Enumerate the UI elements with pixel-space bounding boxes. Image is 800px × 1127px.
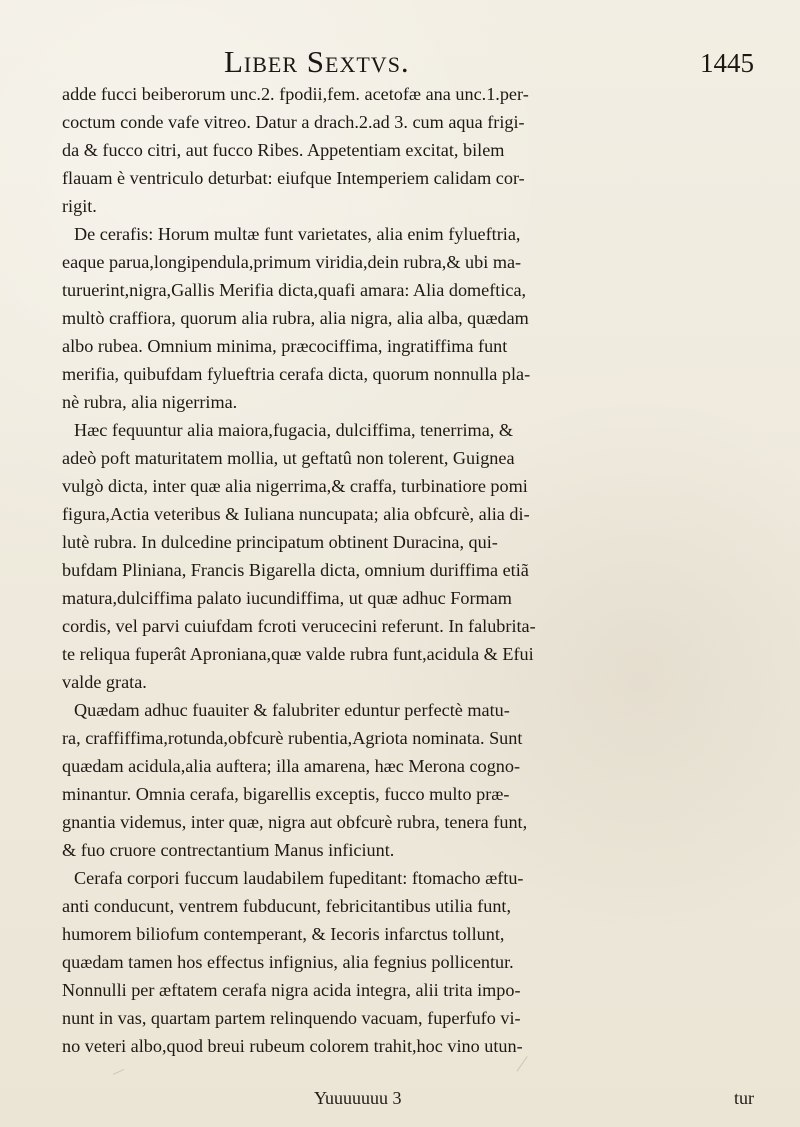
signature-mark: Yuuuuuuu 3 (314, 1088, 402, 1108)
text-line: anti conducunt, ventrem fubducunt, febricitantibus utilia funt, (62, 896, 512, 916)
text-line: te reliqua fuperât Aproniana,quæ valde rubra funt,acidula & Efui (62, 644, 534, 664)
paragraph-start-line: Cerafa corpori fuccum laudabilem fupeditant: ftomacho æftu- (74, 868, 524, 888)
text-line: gnantia videmus, inter quæ, nigra aut obfcurè rubra, tenera funt, (62, 812, 528, 832)
text-line: coctum conde vafe vitreo. Datur a drach.2.ad 3. cum aqua frigi- (62, 112, 525, 132)
text-line: matura,dulciffima palato iucundiffima, ut quæ adhuc Formam (62, 588, 512, 608)
text-line: vulgò dicta, inter quæ alia nigerrima,& craffa, turbinatiore pomi (62, 476, 528, 496)
text-line: cordis, vel parvi cuiufdam fcroti verucecini referunt. In falubrita- (62, 616, 536, 636)
text-line: ra, craffiffima,rotunda,obfcurè rubentia,Agriota nominata. Sunt (62, 728, 523, 748)
text-line: flauam è ventriculo deturbat: eiufque Intemperiem calidam cor- (62, 168, 525, 188)
paragraph-start-line: De cerafis: Horum multæ funt varietates, alia enim fylueftria, (74, 224, 521, 244)
text-line: lutè rubra. In dulcedine principatum obtinent Duracina, qui- (62, 532, 498, 552)
running-head: Liber Sextvs. (224, 44, 410, 79)
text-line: nè rubra, alia nigerrima. (62, 392, 238, 412)
text-line: adeò poft maturitatem mollia, ut geftatû non tolerent, Guignea (62, 448, 515, 468)
text-line: humorem biliofum contemperant, & Iecoris infarctus tollunt, (62, 924, 505, 944)
page-footer-row (62, 1084, 762, 1112)
main-text-block (62, 80, 762, 1108)
page-number: 1445 (700, 48, 754, 78)
text-line: rigit. (62, 196, 97, 216)
paragraph-start-line: Quædam adhuc fuauiter & falubriter eduntur perfectè matu- (74, 700, 510, 720)
text-line: adde fucci beiberorum unc.2. fpodii,fem. acetofæ ana unc.1.per- (62, 84, 529, 104)
text-line: figura,Actia veteribus & Iuliana nuncupata; alia obfcurè, alia di- (62, 504, 530, 524)
text-line: multò craffiora, quorum alia rubra, alia nigra, alia alba, quædam (62, 308, 529, 328)
text-line: Nonnulli per æftatem cerafa nigra acida integra, alii trita impo- (62, 980, 521, 1000)
text-line: valde grata. (62, 672, 147, 692)
text-line: nunt in vas, quartam partem relinquendo vacuam, fuperfufo vi- (62, 1008, 521, 1028)
paragraph-start-line: Hæc fequuntur alia maiora,fugacia, dulciffima, tenerrima, & (74, 420, 514, 440)
text-line: minantur. Omnia cerafa, bigarellis exceptis, fucco multo præ- (62, 784, 510, 804)
text-line: eaque parua,longipendula,primum viridia,dein rubra,& ubi ma- (62, 252, 522, 272)
text-line: turuerint,nigra,Gallis Merifia dicta,quafi amara: Alia domeftica, (62, 280, 527, 300)
text-line: da & fucco citri, aut fucco Ribes. Appetentiam excitat, bilem (62, 140, 505, 160)
page-header (0, 44, 800, 78)
text-line: albo rubea. Omnium minima, præcociffima, ingratiffima funt (62, 336, 508, 356)
text-line: quædam acidula,alia auftera; illa amarena, hæc Merona cogno- (62, 756, 521, 776)
text-line: & fuo cruore contrectantium Manus inficiunt. (62, 840, 395, 860)
text-line: quædam tamen hos effectus infignius, alia fegnius pollicentur. (62, 952, 514, 972)
text-line: no veteri albo,quod breui rubeum colorem trahit,hoc vino utun- (62, 1036, 523, 1056)
text-line: bufdam Pliniana, Francis Bigarella dicta, omnium duriffima etiã (62, 560, 529, 580)
catchword: tur (734, 1088, 754, 1108)
text-line: merifia, quibufdam fylueftria cerafa dicta, quorum nonnulla pla- (62, 364, 531, 384)
